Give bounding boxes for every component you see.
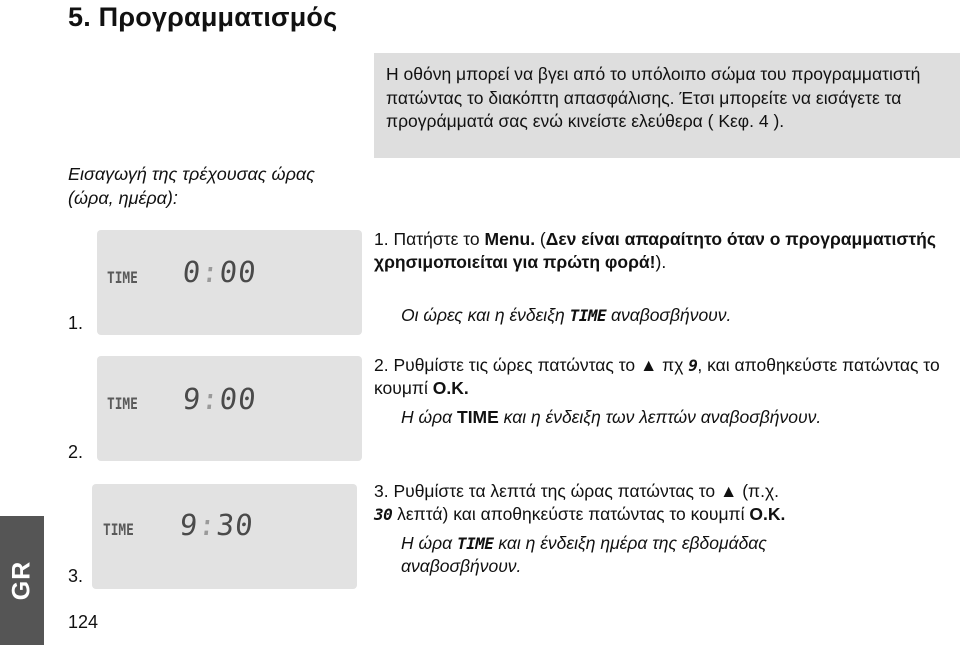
- instruction-step-2: 2. Ρυθμίστε τις ώρες πατώντας το ▲ πχ 9, και αποθηκεύστε πατώντας το κουμπί O.K.: [374, 355, 940, 398]
- lcd-time-label: TIME: [107, 394, 138, 413]
- section-heading: Εισαγωγή της τρέχουσας ώρας (ώρα, ημέρα):: [68, 164, 315, 208]
- up-arrow-icon: ▲: [720, 481, 738, 501]
- note-text: Η οθόνη μπορεί να βγει από το υπόλοιπο σώμα του προγραμματιστή πατώντας το διακόπτη απασφάλισης. Έτσι μπορείτε να εισάγετε τα προγράμματά σας ενώ κινείστε ελεύθερα ( Κεφ. 4 ).: [386, 64, 921, 131]
- instruction-step-1: 1. Πατήστε το Menu. (Δεν είναι απαραίτητο όταν ο προγραμματιστής χρησιμοποιείται για πρώτη φορά!).: [374, 229, 936, 272]
- page-number: 124: [68, 612, 99, 632]
- instruction-step-1-result: Οι ώρες και η ένδειξη TIME αναβοσβήνουν.: [401, 305, 732, 325]
- instruction-step-2-result: Η ώρα TIME και η ένδειξη των λεπτών αναβοσβήνουν.: [401, 407, 822, 427]
- instruction-step-3: 3. Ρυθμίστε τα λεπτά της ώρας πατώντας το ▲ (π.χ. 30 λεπτά) και αποθηκεύστε πατώντας το κουμπί O.K.: [374, 481, 786, 524]
- lcd-clock-readout: 9:30: [178, 508, 256, 542]
- lcd-clock-readout: 0:00: [181, 255, 259, 289]
- instruction-step-3-result: Η ώρα TIME και η ένδειξη ημέρα της εβδομάδας αναβοσβήνουν.: [401, 533, 767, 576]
- step-number-1: 1.: [68, 313, 84, 333]
- lcd-clock-readout: 9:00: [181, 382, 259, 416]
- step-number-3: 3.: [68, 566, 84, 586]
- up-arrow-icon: ▲: [639, 355, 658, 375]
- language-tab-label: GR: [7, 560, 36, 601]
- lcd-time-label: TIME: [103, 520, 134, 539]
- step-number-2: 2.: [68, 442, 84, 462]
- lcd-time-label: TIME: [107, 268, 138, 287]
- page-title: 5. Προγραμματισμός: [68, 2, 338, 32]
